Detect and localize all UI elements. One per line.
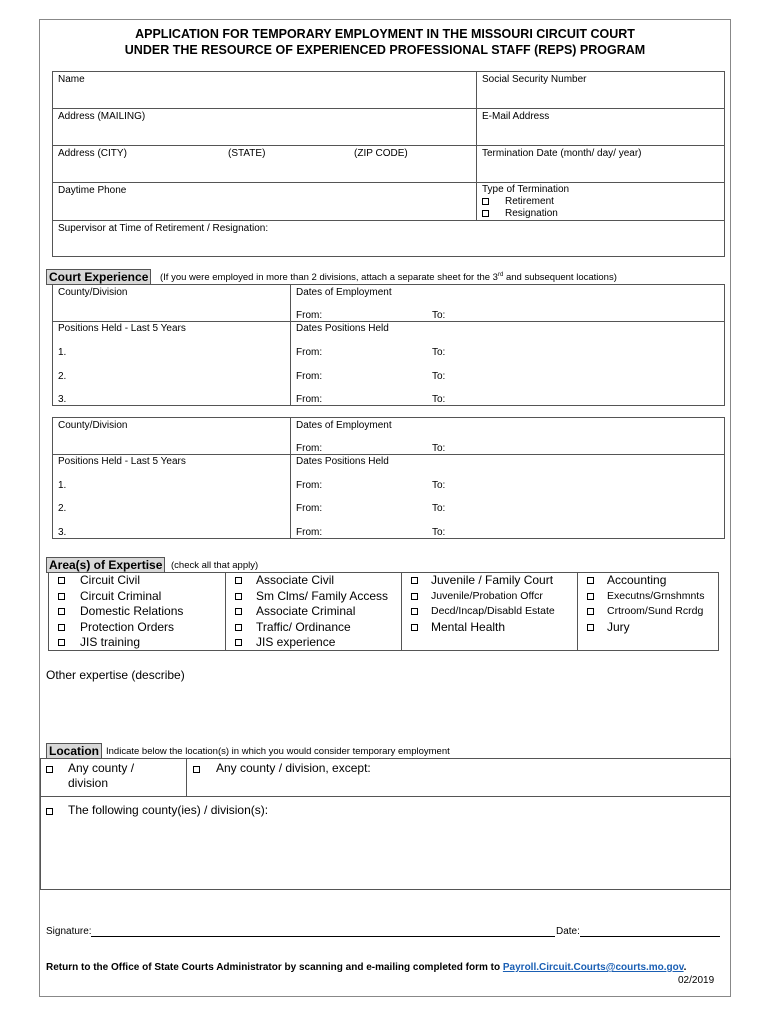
any-county-label-2: division <box>68 776 109 790</box>
expertise-checkbox[interactable] <box>235 608 242 615</box>
other-expertise-label[interactable]: Other expertise (describe) <box>46 668 185 682</box>
any-county-checkbox[interactable] <box>46 766 53 773</box>
position-3[interactable]: 3. <box>58 394 67 405</box>
expertise-option-label: Executns/Grnshmnts <box>607 589 705 602</box>
expertise-checkbox[interactable] <box>58 624 65 631</box>
row-divider <box>52 108 725 109</box>
expertise-option-label: Juvenile / Family Court <box>431 573 554 587</box>
col-divider <box>290 417 291 539</box>
expertise-option-label: JIS experience <box>256 635 336 649</box>
expertise-option-label: Jury <box>607 619 630 634</box>
expertise-option-label: Sm Clms/ Family Access <box>256 588 389 603</box>
row-divider <box>52 145 725 146</box>
location-heading: Location <box>46 743 102 759</box>
expertise-checkbox[interactable] <box>58 593 65 600</box>
expertise-checkbox[interactable] <box>235 639 242 646</box>
to-label[interactable]: To: <box>432 310 446 321</box>
row-divider <box>52 321 725 322</box>
expertise-option-label: Circuit Civil <box>80 573 140 587</box>
expertise-checkbox[interactable] <box>58 608 65 615</box>
expertise-option-label: Associate Civil <box>256 573 335 587</box>
location-note: Indicate below the location(s) in which you would consider temporary employment <box>106 746 450 757</box>
positions-held-label: Positions Held - Last 5 Years <box>58 456 186 467</box>
form-title-line-1: APPLICATION FOR TEMPORARY EMPLOYMENT IN THE MISSOURI CIRCUIT COURT <box>135 27 635 41</box>
expertise-checkbox[interactable] <box>587 577 594 584</box>
expertise-checkbox[interactable] <box>58 577 65 584</box>
col-divider <box>290 284 291 406</box>
expertise-note: (check all that apply) <box>171 560 259 571</box>
any-county-label-1: Any county / <box>68 761 135 775</box>
expertise-checkbox[interactable] <box>411 593 418 600</box>
form-title-line-2: UNDER THE RESOURCE OF EXPERIENCED PROFESSIONAL STAFF (REPS) PROGRAM <box>124 43 646 57</box>
expertise-checkbox[interactable] <box>587 624 594 631</box>
following-counties-label: The following county(ies) / division(s): <box>68 803 269 817</box>
retirement-checkbox[interactable] <box>482 198 489 205</box>
ssn-label[interactable]: Social Security Number <box>482 74 587 85</box>
resignation-checkbox[interactable] <box>482 210 489 217</box>
date-label: Date: <box>556 926 580 937</box>
personal-col-divider <box>476 71 477 221</box>
address-city-label[interactable]: Address (CITY) <box>58 148 127 159</box>
to-label[interactable]: To: <box>432 443 446 454</box>
position-1[interactable]: 1. <box>58 347 67 358</box>
expertise-checkbox[interactable] <box>411 608 418 615</box>
to-label[interactable]: To: <box>432 394 446 405</box>
expertise-option-label: Decd/Incap/Disabld Estate <box>431 605 555 617</box>
address-mailing-label[interactable]: Address (MAILING) <box>58 111 146 122</box>
state-label[interactable]: (STATE) <box>228 148 266 159</box>
county-division-label[interactable]: County/Division <box>58 420 128 431</box>
daytime-phone-label[interactable]: Daytime Phone <box>58 185 127 196</box>
any-county-except-checkbox[interactable] <box>193 766 200 773</box>
position-1[interactable]: 1. <box>58 480 67 491</box>
email-label[interactable]: E-Mail Address <box>482 111 550 122</box>
position-2[interactable]: 2. <box>58 371 67 382</box>
expertise-option-label: Mental Health <box>431 619 506 634</box>
expertise-option-label: JIS training <box>80 635 141 649</box>
zip-label[interactable]: (ZIP CODE) <box>354 148 408 159</box>
expertise-checkbox[interactable] <box>587 593 594 600</box>
expertise-checkbox[interactable] <box>235 624 242 631</box>
row-divider <box>52 454 725 455</box>
from-label[interactable]: From: <box>296 443 323 454</box>
court-experience-block-1 <box>52 284 725 406</box>
court-experience-note: (If you were employed in more than 2 divisions, attach a separate sheet for the 3rd and subsequent locations) <box>160 272 617 284</box>
expertise-option-label: Associate Criminal <box>256 604 356 618</box>
dates-positions-label: Dates Positions Held <box>296 323 389 334</box>
expertise-option-label: Circuit Criminal <box>80 588 162 603</box>
county-division-label[interactable]: County/Division <box>58 287 128 298</box>
expertise-checkbox[interactable] <box>411 577 418 584</box>
form-version-date: 02/2019 <box>678 975 715 986</box>
to-label[interactable]: To: <box>432 347 446 358</box>
col-divider <box>401 572 402 651</box>
to-label[interactable]: To: <box>432 371 446 382</box>
expertise-checkbox[interactable] <box>58 639 65 646</box>
expertise-option-label: Juvenile/Probation Offcr <box>431 589 543 602</box>
resignation-label: Resignation <box>505 208 558 219</box>
following-counties-checkbox[interactable] <box>46 808 53 815</box>
dates-employment-label: Dates of Employment <box>296 287 392 298</box>
to-label[interactable]: To: <box>432 503 446 514</box>
from-label[interactable]: From: <box>296 371 323 382</box>
row-divider <box>52 182 725 183</box>
from-label[interactable]: From: <box>296 347 323 358</box>
col-divider <box>577 572 578 651</box>
from-label[interactable]: From: <box>296 503 323 514</box>
positions-held-label: Positions Held - Last 5 Years <box>58 323 186 334</box>
expertise-checkbox[interactable] <box>587 608 594 615</box>
dates-employment-label: Dates of Employment <box>296 420 392 431</box>
from-label[interactable]: From: <box>296 394 323 405</box>
court-experience-block-2 <box>52 417 725 539</box>
signature-label: Signature: <box>46 926 92 937</box>
supervisor-label[interactable]: Supervisor at Time of Retirement / Resignation: <box>58 223 269 234</box>
court-experience-heading: Court Experience <box>46 269 151 285</box>
retirement-label: Retirement <box>505 196 554 207</box>
to-label[interactable]: To: <box>432 527 446 538</box>
expertise-heading: Area(s) of Expertise <box>46 557 165 573</box>
from-label[interactable]: From: <box>296 527 323 538</box>
expertise-option-label: Traffic/ Ordinance <box>256 619 351 634</box>
expertise-option-label: Domestic Relations <box>80 604 184 618</box>
expertise-checkbox[interactable] <box>411 624 418 631</box>
expertise-checkbox[interactable] <box>235 593 242 600</box>
col-divider <box>225 572 226 651</box>
date-line[interactable] <box>580 936 720 937</box>
position-3[interactable]: 3. <box>58 527 67 538</box>
email-link[interactable]: Payroll.Circuit.Courts@courts.mo.gov <box>502 962 684 973</box>
dates-positions-label: Dates Positions Held <box>296 456 389 467</box>
name-label[interactable]: Name <box>58 74 85 85</box>
return-instructions: Return to the Office of State Courts Administrator by scanning and e-mailing completed form to Payroll.Circuit.Courts@courts.mo.gov. <box>46 962 687 973</box>
expertise-checkbox[interactable] <box>235 577 242 584</box>
expertise-option-label: Accounting <box>607 573 667 587</box>
expertise-option-label: Protection Orders <box>80 619 175 634</box>
row-divider <box>40 796 731 797</box>
expertise-option-label: Crtroom/Sund Rcrdg <box>607 605 704 617</box>
termination-date-label[interactable]: Termination Date (month/ day/ year) <box>482 148 642 159</box>
any-county-except-label: Any county / division, except: <box>216 761 371 775</box>
position-2[interactable]: 2. <box>58 503 67 514</box>
location-table <box>40 758 731 890</box>
signature-line[interactable] <box>91 936 555 937</box>
from-label[interactable]: From: <box>296 480 323 491</box>
row-divider <box>52 220 725 221</box>
termination-type-label: Type of Termination <box>482 184 570 195</box>
col-divider <box>186 758 187 796</box>
from-label[interactable]: From: <box>296 310 323 321</box>
to-label[interactable]: To: <box>432 480 446 491</box>
